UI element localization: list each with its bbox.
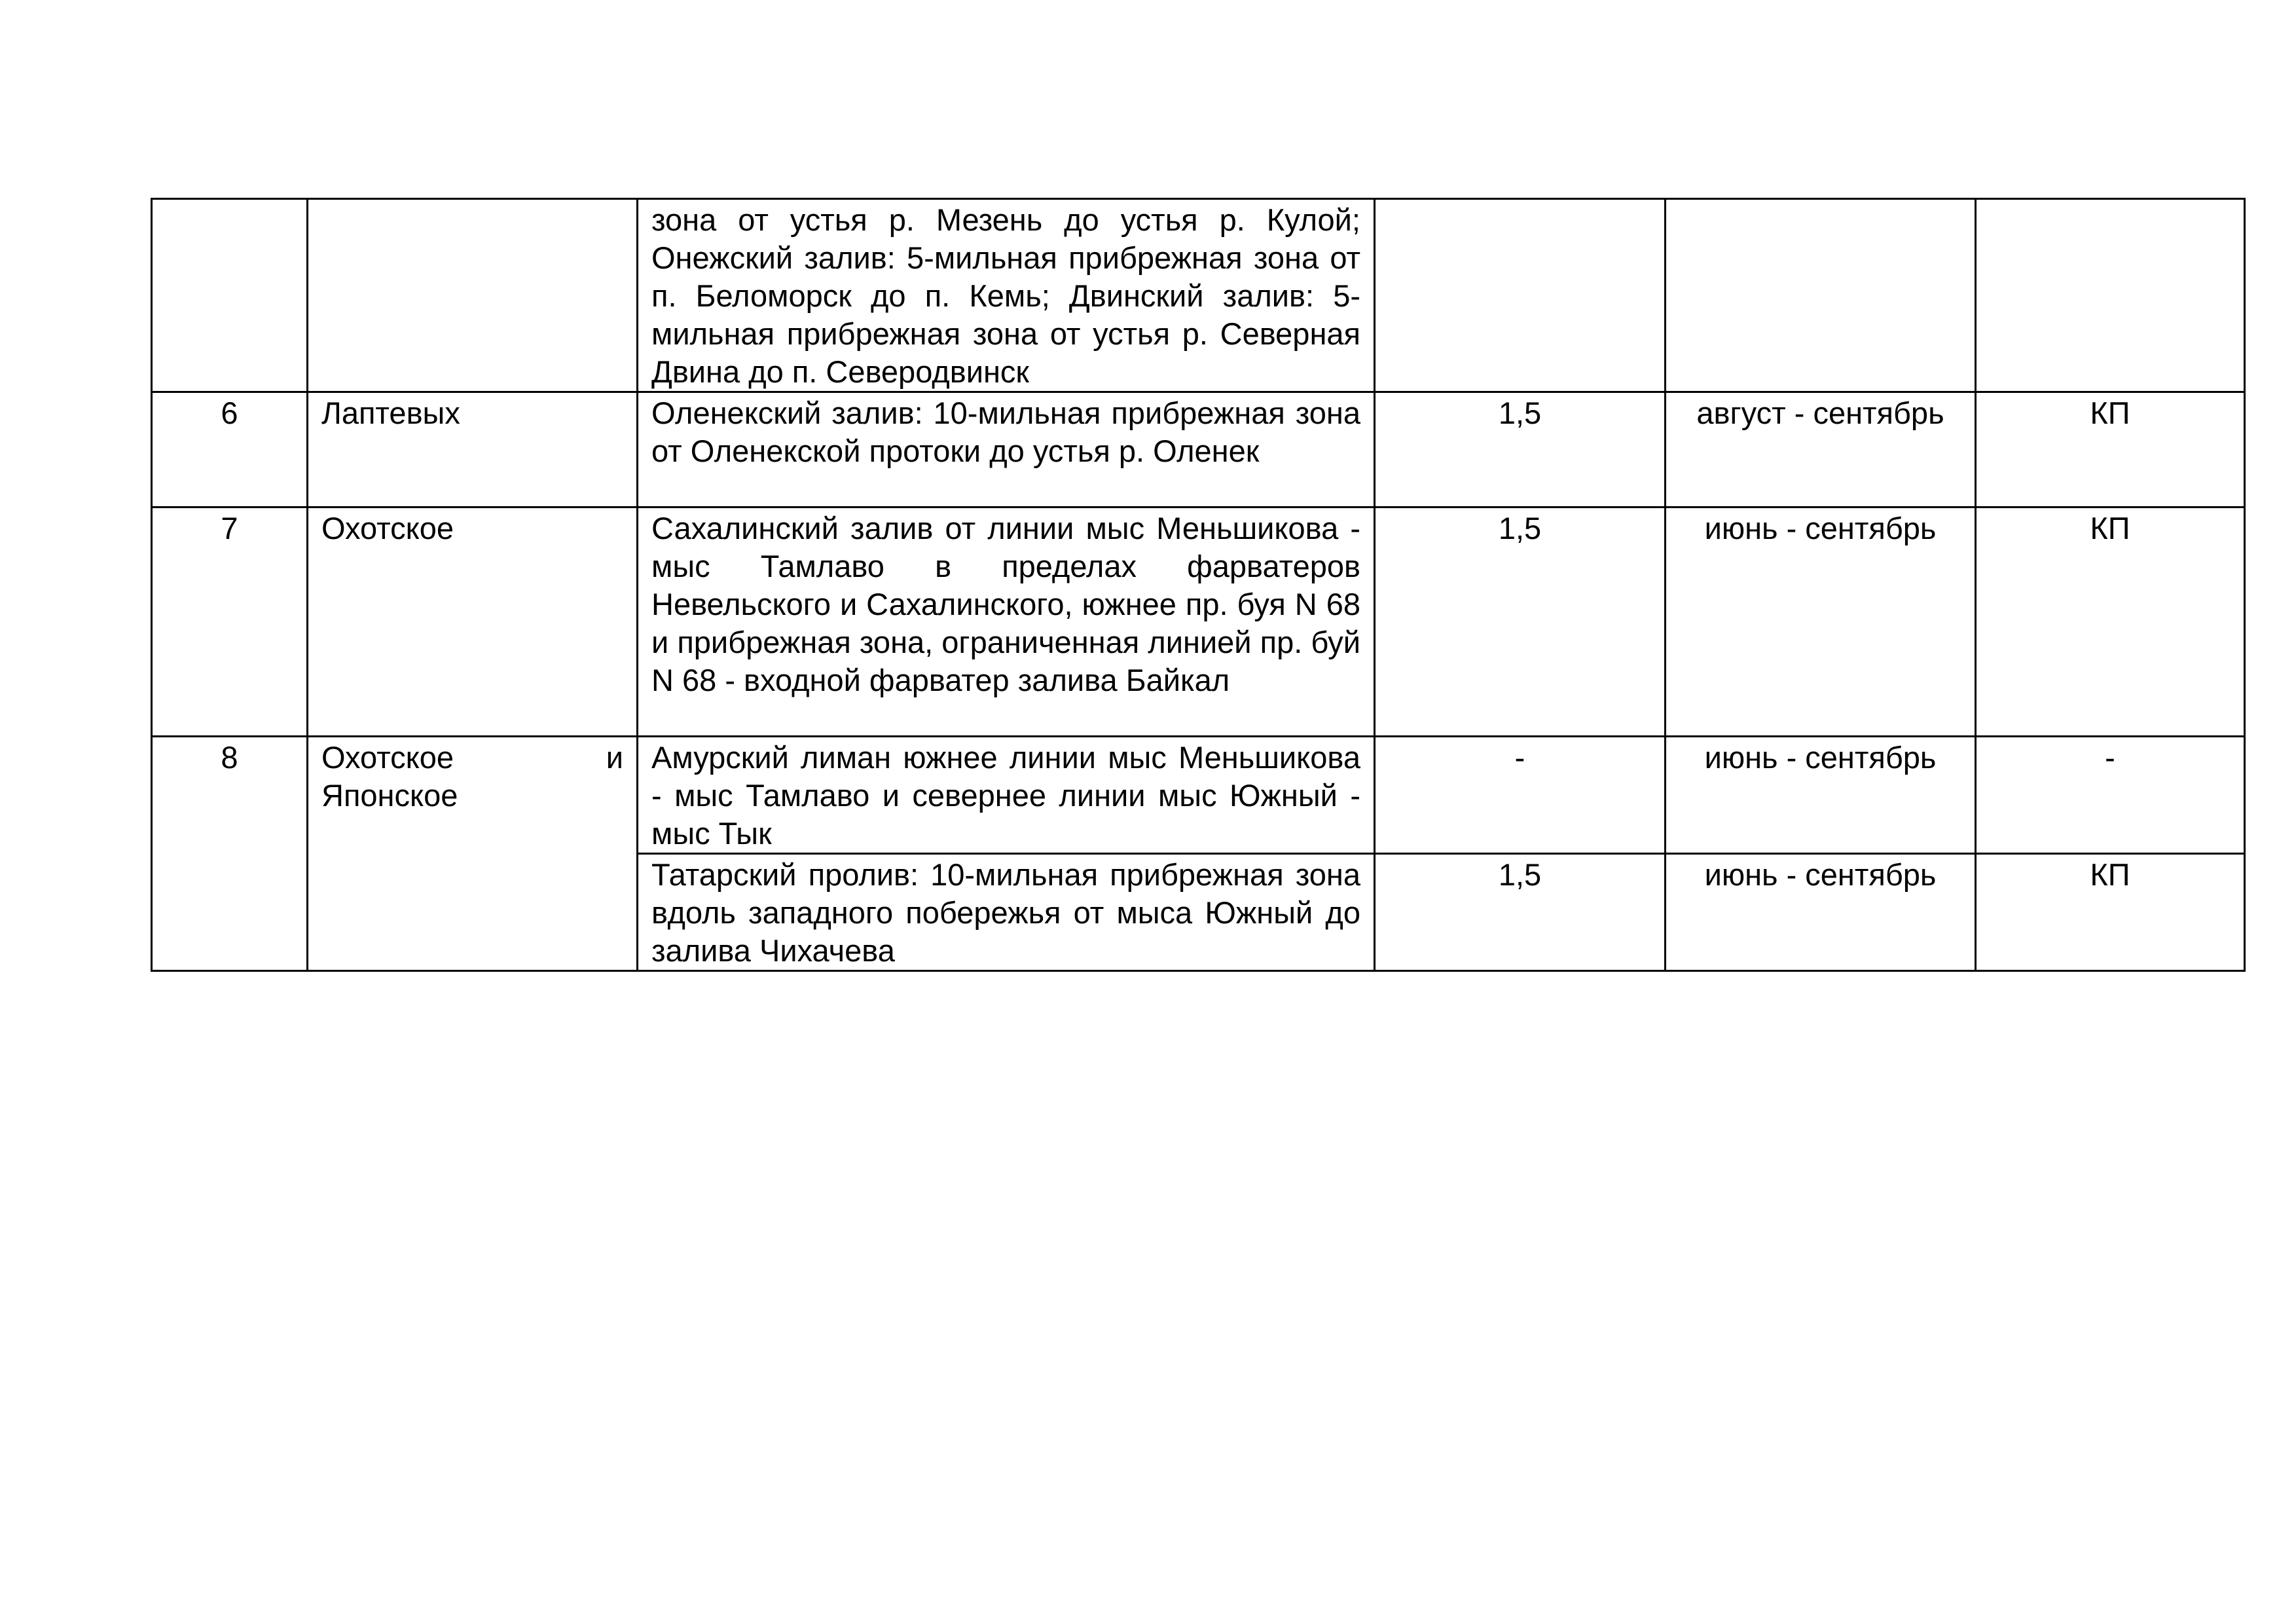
- area-cell: Сахалинский залив от линии мыс Меньшикова - мыс Тамлаво в пределах фарватеров Невельского и Сахалинского, южнее пр. буя N 68 и прибрежная зона, ограниченная линией пр. буй N 68 - входной фарватер залива Байкал: [638, 507, 1375, 737]
- period-cell: август - сентябрь: [1666, 392, 1976, 507]
- depth-cell: -: [1375, 737, 1666, 854]
- row-number-cell: 6: [152, 392, 308, 507]
- area-cell: зона от устья р. Мезень до устья р. Кулой; Онежский залив: 5-мильная прибрежная зона от п. Беломорск до п. Кемь; Двинский залив: 5-мильная прибрежная зона от устья р. Северная Двина до п. Северодвинск: [638, 199, 1375, 392]
- sea-cell: Лаптевых: [308, 392, 638, 507]
- code-cell: [1976, 199, 2245, 392]
- sea-cell: [308, 199, 638, 392]
- area-cell: Татарский пролив: 10-мильная прибрежная зона вдоль западного побережья от мыса Южный до залива Чихачева: [638, 854, 1375, 971]
- depth-cell: 1,5: [1375, 392, 1666, 507]
- area-cell: Оленекский залив: 10-мильная прибрежная зона от Оленекской протоки до устья р. Оленек: [638, 392, 1375, 507]
- code-cell: -: [1976, 737, 2245, 854]
- table-row: [152, 392, 2245, 507]
- period-cell: июнь - сентябрь: [1666, 737, 1976, 854]
- sea-cell: Охотское: [308, 507, 638, 737]
- code-cell: КП: [1976, 392, 2245, 507]
- area-cell: Амурский лиман южнее линии мыс Меньшикова - мыс Тамлаво и севернее линии мыс Южный - мыс Тык: [638, 737, 1375, 854]
- table-row: [152, 507, 2245, 737]
- period-cell: июнь - сентябрь: [1666, 854, 1976, 971]
- row-number-cell: 7: [152, 507, 308, 737]
- period-cell: июнь - сентябрь: [1666, 507, 1976, 737]
- depth-cell: 1,5: [1375, 854, 1666, 971]
- code-cell: КП: [1976, 854, 2245, 971]
- table-row: [152, 199, 2245, 392]
- depth-cell: [1375, 199, 1666, 392]
- row-number-cell: 8: [152, 737, 308, 971]
- row-number-cell: [152, 199, 308, 392]
- code-cell: КП: [1976, 507, 2245, 737]
- sea-cell: Охотское и Японское: [308, 737, 638, 971]
- depth-cell: 1,5: [1375, 507, 1666, 737]
- period-cell: [1666, 199, 1976, 392]
- data-table: [151, 198, 2246, 972]
- table-row: [152, 737, 2245, 854]
